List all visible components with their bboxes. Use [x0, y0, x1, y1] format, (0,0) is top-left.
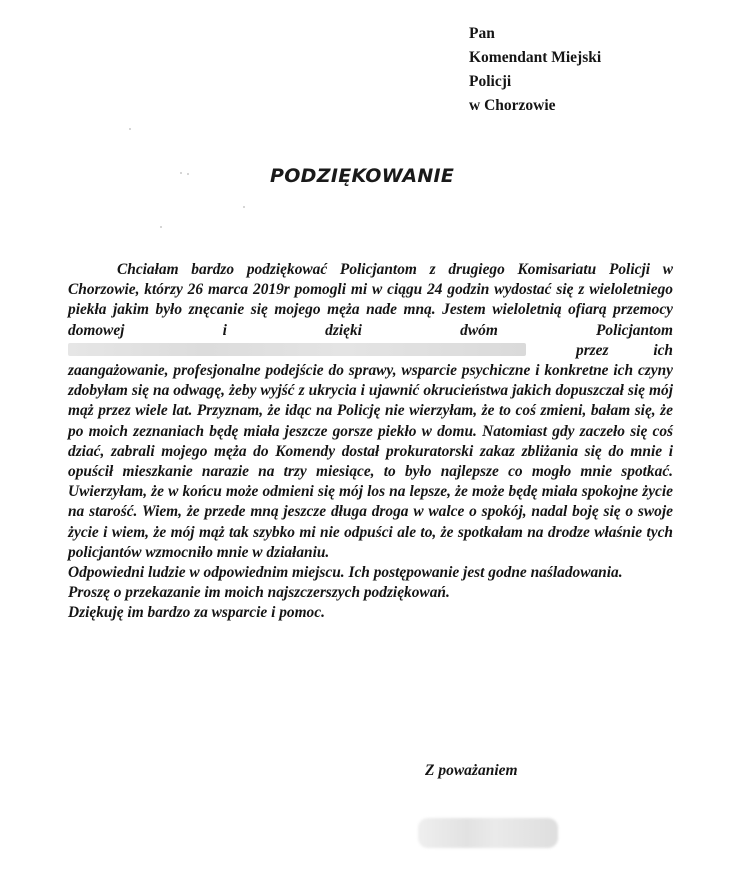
scan-speck	[180, 172, 182, 174]
letter-body	[68, 260, 673, 624]
recipient-line: Komendant Miejski	[469, 49, 602, 66]
closing-salutation: Z poważaniem	[425, 762, 518, 779]
body-paragraph	[68, 260, 673, 563]
recipient-line: Policji	[469, 73, 512, 90]
recipient-line: w Chorzowie	[469, 97, 556, 114]
scan-speck	[243, 206, 245, 208]
scan-speck	[160, 226, 162, 228]
scan-speck	[129, 128, 131, 130]
paragraph-text: przez ich zaangażowanie, profesjonalne podejście do sprawy, wsparcie psychiczne i konkretne ich czyny zdobyłam się na odwagę, żeby wyjść z ukrycia i ujawnić okrucieństwa jakich dopuszczał się mój mąż przez wiele lat. Przyznam, że idąc na Policję nie wierzyłam, że to coś zmieni, bałam się, że po moich zeznaniach będę miała jeszcze gorsze piekło w domu. Natomiast gdy zaczeło się coś dziać, zabrali mojego męża do Komendy dostał prokuratorski zakaz zbliżania się do mnie i opuścił mieszkanie narazie na trzy miesiące, to było najlepsze co mogło mnie spotkać. Uwierzyłam, że w końcu może odmieni się mój los na lepsze, że może będę miała spokojne życie na starość. Wiem, że przede mną jeszcze długa droga w walce o spokój, nadal boję się o swoje życie i wiem, że mój mąż tak szybko mi nie odpuści ale to, że spotkałam na drodze właśnie tych policjantów wzmocniło mnie w działaniu.	[68, 341, 673, 561]
body-paragraph: Proszę o przekazanie im moich najszczerszych podziękowań.	[68, 584, 450, 602]
letter-title: PODZIĘKOWANIE	[270, 165, 455, 187]
body-paragraph: Odpowiedni ludzie w odpowiednim miejscu. Ich postępowanie jest godne naśladowania.	[68, 564, 623, 582]
paragraph-text: Chciałam bardzo podziękować Policjantom z drugiego Komisariatu Policji w Chorzowie, którzy 26 marca 2019r pomogli mi w ciągu 24 godzin wydostać się z wieloletniego piekła jakim było znęcanie się mojego męża nade mną. Jestem wieloletnią ofiarą przemocy domowej i dzięki dwóm Policjantom	[68, 261, 673, 339]
recipient-address	[469, 22, 601, 118]
recipient-line: Pan	[469, 25, 495, 42]
redacted-signature	[418, 818, 558, 848]
scan-speck	[187, 173, 189, 175]
redacted-names	[68, 343, 526, 356]
body-paragraph: Dziękuję im bardzo za wsparcie i pomoc.	[68, 604, 325, 622]
